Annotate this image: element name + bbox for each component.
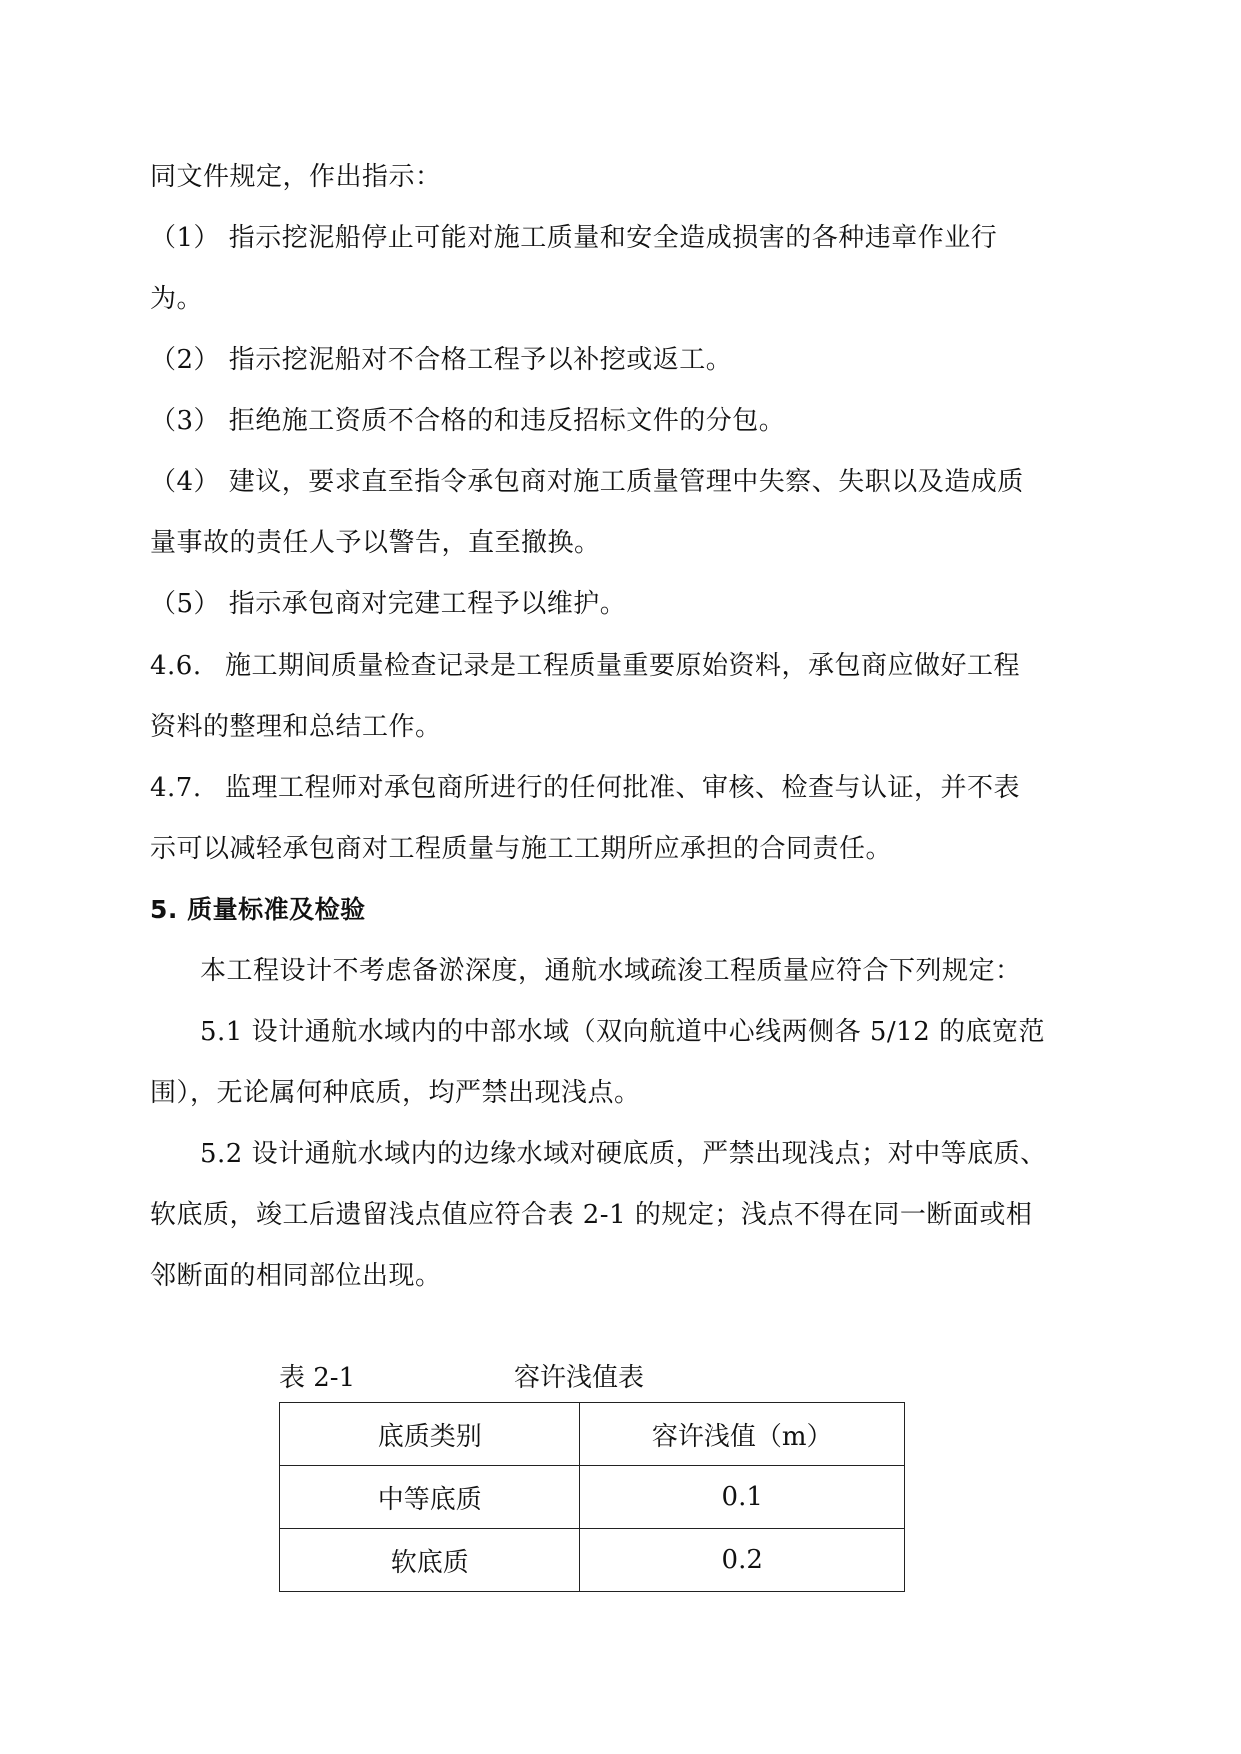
list-item-3: （3） 拒绝施工资质不合格的和违反招标文件的分包。 xyxy=(150,406,786,436)
clause-number: 4.7. xyxy=(150,773,202,803)
clause-5-2-continued: 软底质，竣工后遗留浅点值应符合表 2-1 的规定；浅点不得在同一断面或相 xyxy=(150,1200,1033,1230)
clause-4-6-continued: 资料的整理和总结工作。 xyxy=(150,712,442,742)
clause-text: 监理工程师对承包商所进行的任何批准、审核、检查与认证，并不表 xyxy=(225,773,1021,803)
table-row xyxy=(280,1466,905,1529)
clause-4-7-continued: 示可以减轻承包商对工程质量与施工工期所应承担的合同责任。 xyxy=(150,834,893,864)
table-cell: 中等底质 xyxy=(280,1466,580,1529)
table-number: 表 2-1 xyxy=(279,1363,356,1393)
list-item-1: （1） 指示挖泥船停止可能对施工质量和安全造成损害的各种违章作业行 xyxy=(150,223,998,253)
clause-5-1-continued: 围），无论属何种底质，均严禁出现浅点。 xyxy=(150,1078,641,1108)
list-item-5: （5） 指示承包商对完建工程予以维护。 xyxy=(150,589,627,619)
clause-5-2: 5.2 设计通航水域内的边缘水域对硬底质，严禁出现浅点；对中等底质、 xyxy=(200,1139,1047,1169)
list-item-4: （4） 建议，要求直至指令承包商对施工质量管理中失察、失职以及造成质 xyxy=(150,467,1024,497)
table-header-cell: 容许浅值（m） xyxy=(580,1403,905,1466)
allowable-shoal-table xyxy=(279,1402,905,1592)
text-line: 同文件规定，作出指示： xyxy=(150,162,442,192)
table-cell: 0.1 xyxy=(580,1466,905,1529)
clause-number: 4.6. xyxy=(150,651,202,681)
clause-5-1: 5.1 设计通航水域内的中部水域（双向航道中心线两侧各 5/12 的底宽范 xyxy=(200,1017,1046,1047)
clause-4-6 xyxy=(150,649,1100,683)
section-5-intro: 本工程设计不考虑备淤深度，通航水域疏浚工程质量应符合下列规定： xyxy=(200,956,1022,986)
list-item-4-continued: 量事故的责任人予以警告，直至撤换。 xyxy=(150,528,601,558)
clause-5-2-continued-2: 邻断面的相同部位出现。 xyxy=(150,1261,442,1291)
clause-text: 施工期间质量检查记录是工程质量重要原始资料，承包商应做好工程 xyxy=(225,651,1021,681)
table-header-row xyxy=(280,1403,905,1466)
table-cell: 软底质 xyxy=(280,1529,580,1592)
table-cell: 0.2 xyxy=(580,1529,905,1592)
list-item-2: （2） 指示挖泥船对不合格工程予以补挖或返工。 xyxy=(150,345,733,375)
table-title: 容许浅值表 xyxy=(514,1363,645,1393)
section-5-heading: 5. 质量标准及检验 xyxy=(150,895,366,924)
table-header-cell: 底质类别 xyxy=(280,1403,580,1466)
table-row xyxy=(280,1529,905,1592)
list-item-1-continued: 为。 xyxy=(150,284,204,314)
clause-4-7 xyxy=(150,771,1100,805)
